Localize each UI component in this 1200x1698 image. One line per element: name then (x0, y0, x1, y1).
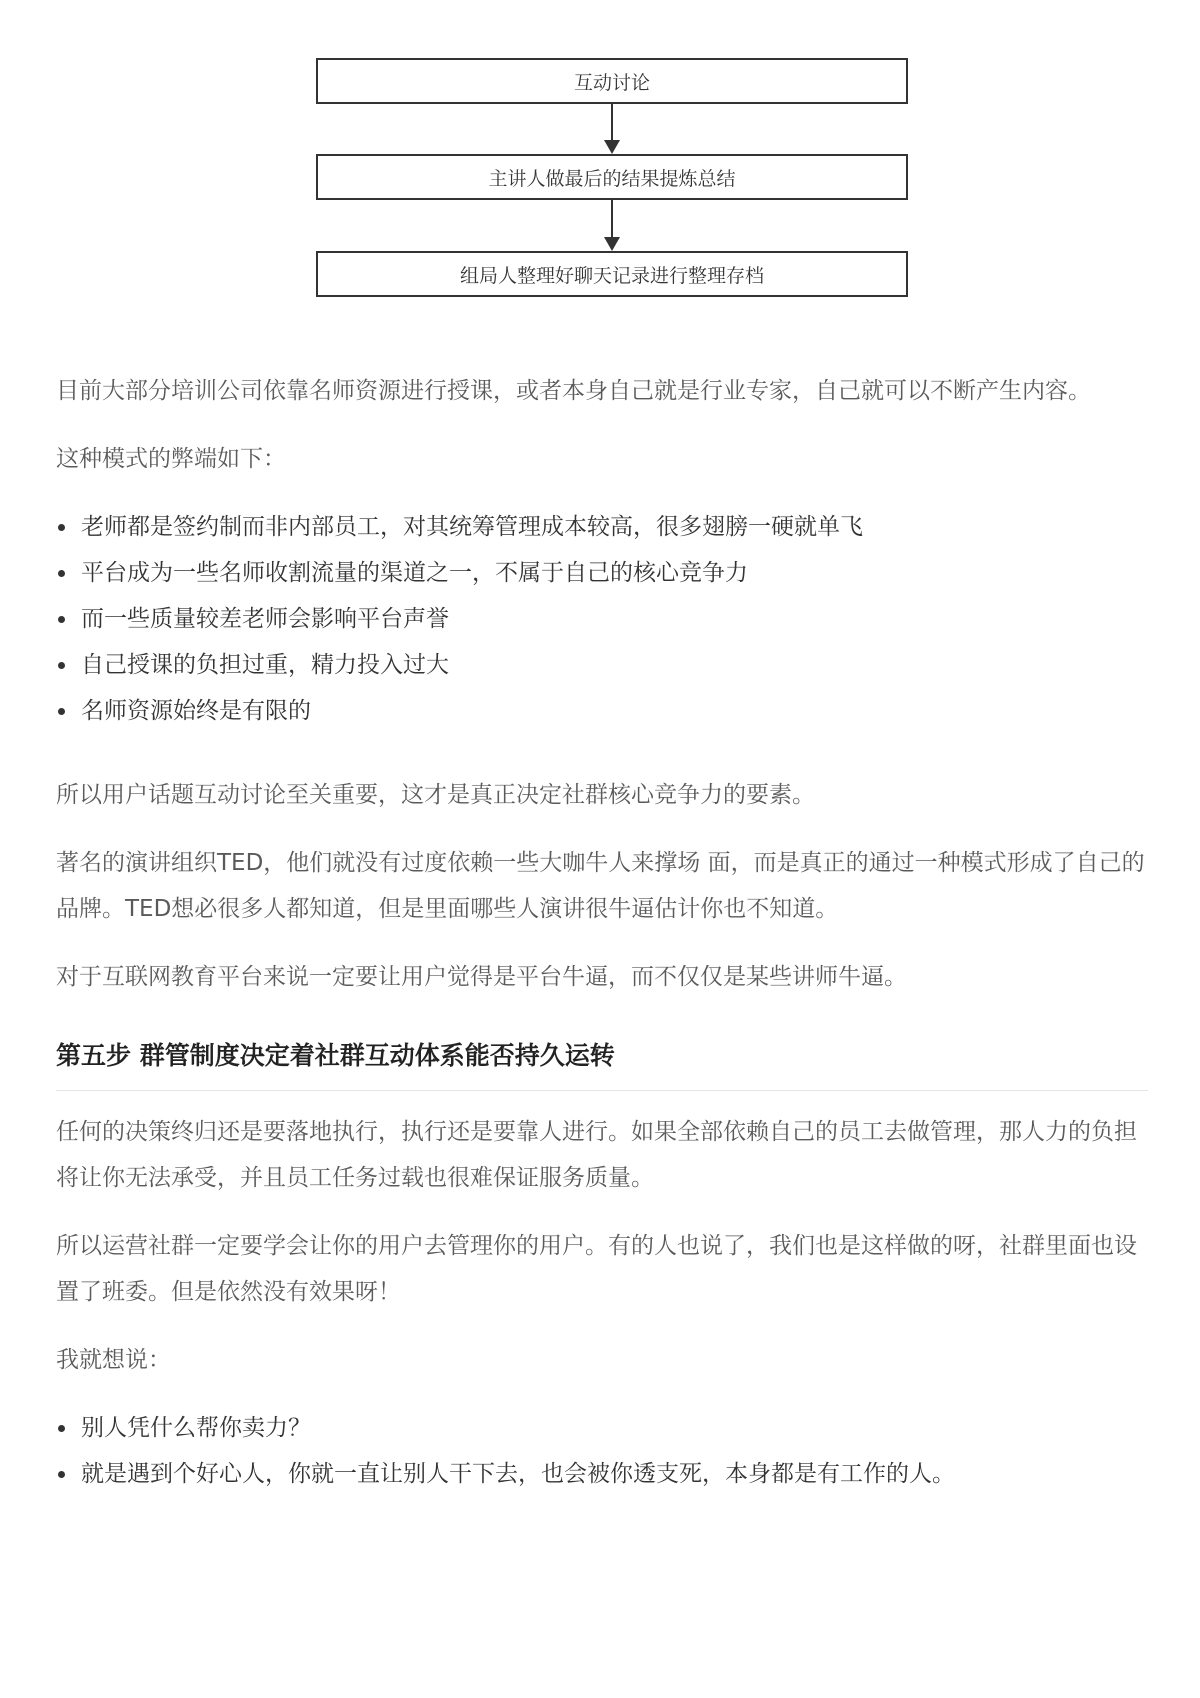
list-item: 别人凭什么帮你卖力？ (56, 1405, 1148, 1451)
list-item: 名师资源始终是有限的 (56, 688, 1148, 734)
article-body (56, 368, 1148, 1535)
flow-step-summary: 主讲人做最后的结果提炼总结 (316, 154, 908, 200)
paragraph: 这种模式的弊端如下： (56, 446, 286, 472)
questions-list (56, 1405, 1148, 1497)
arrow-down-icon (611, 104, 613, 152)
paragraph: 任何的决策终归还是要落地执行，执行还是要靠人进行。如果全部依赖自己的员工去做管理，那人力的负担将让你无法承受，并且员工任务过载也很难保证服务质量。 (56, 1119, 1137, 1191)
paragraph: 所以运营社群一定要学会让你的用户去管理你的用户。有的人也说了，我们也是这样做的呀，社群里面也设置了班委。但是依然没有效果呀！ (56, 1233, 1137, 1305)
list-item: 而一些质量较差老师会影响平台声誉 (56, 596, 1148, 642)
list-item: 自己授课的负担过重，精力投入过大 (56, 642, 1148, 688)
section-heading: 第五步 群管制度决定着社群互动体系能否持久运转 (56, 1036, 1148, 1091)
paragraph: 著名的演讲组织TED，他们就没有过度依赖一些大咖牛人来撑场 面，而是真正的通过一种模式形成了自己的品牌。TED想必很多人都知道，但是里面哪些人演讲很牛逼估计你也不知道。 (56, 850, 1145, 922)
list-item: 平台成为一些名师收割流量的渠道之一，不属于自己的核心竞争力 (56, 550, 1148, 596)
list-item: 就是遇到个好心人，你就一直让别人干下去，也会被你透支死，本身都是有工作的人。 (56, 1451, 1148, 1497)
arrow-down-icon (611, 200, 613, 249)
paragraph: 所以用户话题互动讨论至关重要，这才是真正决定社群核心竞争力的要素。 (56, 782, 815, 808)
paragraph: 目前大部分培训公司依靠名师资源进行授课，或者本身自己就是行业专家，自己就可以不断产生内容。 (56, 378, 1091, 404)
flowchart (0, 0, 1200, 320)
paragraph: 我就想说： (56, 1347, 171, 1373)
flow-step-discussion: 互动讨论 (316, 58, 908, 104)
flow-step-archive: 组局人整理好聊天记录进行整理存档 (316, 251, 908, 297)
paragraph: 对于互联网教育平台来说一定要让用户觉得是平台牛逼，而不仅仅是某些讲师牛逼。 (56, 964, 907, 990)
drawbacks-list (56, 504, 1148, 734)
list-item: 老师都是签约制而非内部员工，对其统筹管理成本较高，很多翅膀一硬就单飞 (56, 504, 1148, 550)
